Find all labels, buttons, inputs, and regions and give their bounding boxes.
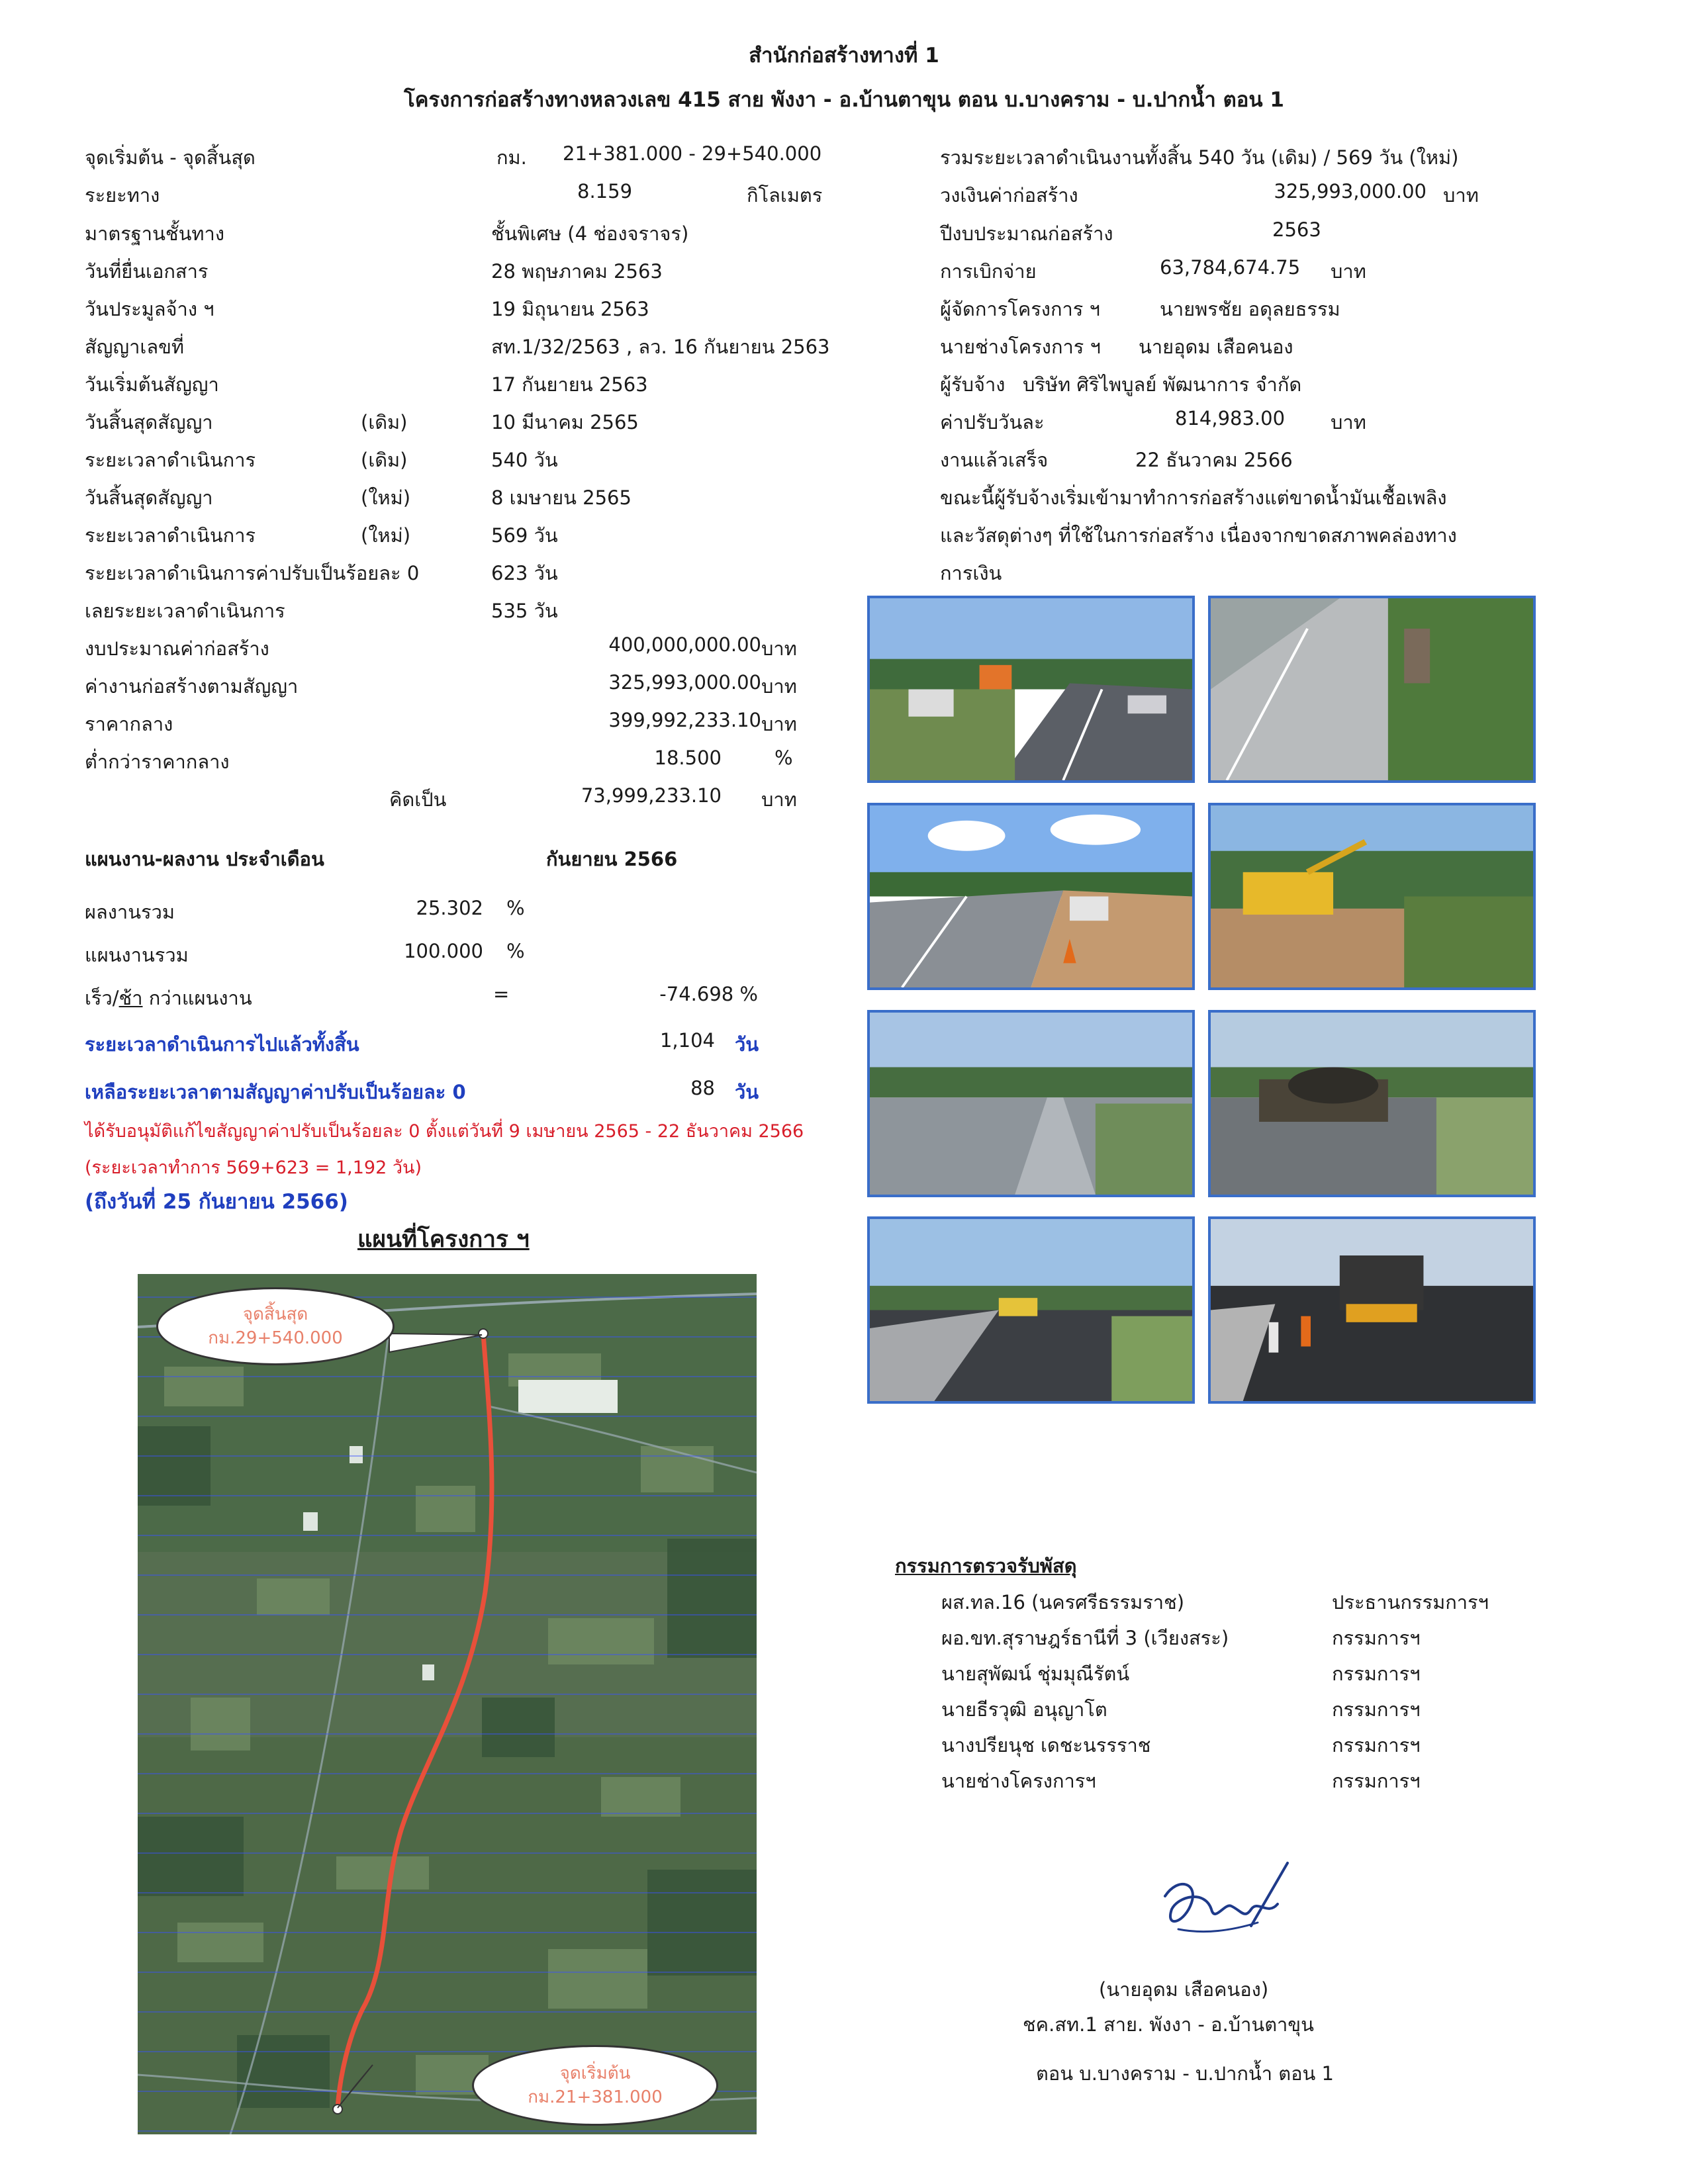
plan-month: กันยายน 2566 — [546, 848, 678, 870]
committee-member-name: นายธีรวุฒิ อนุญาโต — [941, 1698, 1107, 1721]
remaining-label: เหลือระยะเวลาตามสัญญาค่าปรับเป็นร้อยละ 0 — [85, 1081, 466, 1103]
fiscal-year-label: ปีงบประมาณก่อสร้าง — [940, 222, 1113, 245]
signer-title: ชค.สท.1 สาย. พังงา - อ.บ้านตาขุน — [1023, 2013, 1314, 2036]
completion-value: 22 ธันวาคม 2566 — [1135, 449, 1293, 471]
site-photo — [867, 1216, 1195, 1404]
speed-label-slow: ช้า — [118, 987, 143, 1009]
total-duration: รวมระยะเวลาดำเนินงานทั้งสิ้น 540 วัน (เดิม) / 569 วัน (ใหม่) — [940, 146, 1459, 169]
map-satellite — [138, 1274, 757, 2134]
total-plan-value: 100.000 — [404, 940, 483, 962]
total-result-value: 25.302 — [416, 897, 483, 919]
duration-zero-fine-label: ระยะเวลาดำเนินการค่าปรับเป็นร้อยละ 0 — [85, 562, 420, 584]
elapsed-value: 1,104 — [659, 1029, 715, 1052]
start-point-label: จุดเริ่มต้น — [559, 2064, 631, 2083]
budget-limit-unit: บาท — [1443, 184, 1479, 206]
budget-value: 400,000,000.00 — [608, 633, 761, 656]
median-price-label: ราคากลาง — [85, 713, 173, 735]
contract-end-new-label: วันสิ้นสุดสัญญา — [85, 486, 213, 509]
approval-note: ได้รับอนุมัติแก้ไขสัญญาค่าปรับเป็นร้อยละ 0 ตั้งแต่วันที่ 9 เมษายน 2565 - 22 ธันวาคม 2566 — [85, 1121, 804, 1142]
budget-label: งบประมาณค่าก่อสร้าง — [85, 637, 269, 660]
speed-label-fast: เร็ว/ — [85, 987, 119, 1009]
as-of-date: (ถึงวันที่ 25 กันยายน 2566) — [85, 1190, 348, 1214]
standard-value: ชั้นพิเศษ (4 ช่องจราจร) — [491, 222, 689, 245]
contract-start-value: 17 กันยายน 2563 — [491, 373, 648, 396]
bid-date-label: วันประมูลจ้าง ฯ — [85, 298, 214, 320]
bid-date-value: 19 มิถุนายน 2563 — [491, 298, 649, 320]
committee-member-role: กรรมการฯ — [1332, 1627, 1421, 1649]
map-title: แผนที่โครงการ ฯ — [357, 1226, 530, 1253]
contract-end-old-label: วันสิ้นสุดสัญญา — [85, 411, 213, 433]
overdue-label: เลยระยะเวลาดำเนินการ — [85, 600, 285, 622]
submit-date-value: 28 พฤษภาคม 2563 — [491, 260, 663, 283]
contract-price-value: 325,993,000.00 — [608, 671, 761, 694]
total-result-label: ผลงานรวม — [85, 901, 175, 923]
end-point-km: กม.29+540.000 — [208, 1328, 343, 1348]
committee-member-role: กรรมการฯ — [1332, 1698, 1421, 1721]
route-start-marker — [333, 2105, 342, 2114]
committee-member-name: นายช่างโครงการฯ — [941, 1770, 1096, 1792]
duration-new-value: 569 วัน — [491, 524, 558, 547]
distance-label: ระยะทาง — [85, 184, 160, 206]
start-point-callout — [472, 2045, 718, 2126]
contract-no-value: สท.1/32/2563 , ลว. 16 กันยายน 2563 — [491, 336, 830, 358]
start-end-unit: กม. — [496, 146, 527, 169]
budget-unit: บาท — [761, 637, 797, 660]
manager-label: ผู้จัดการโครงการ ฯ — [940, 298, 1100, 320]
engineer-label: นายช่างโครงการ ฯ — [940, 336, 1101, 358]
site-photo — [1208, 596, 1536, 783]
contractor-label: ผู้รับจ้าง — [940, 373, 1006, 396]
committee-member-role: ประธานกรรมการฯ — [1332, 1591, 1489, 1614]
duration-new-label: ระยะเวลาดำเนินการ — [85, 524, 256, 547]
disbursed-label: การเบิกจ่าย — [940, 260, 1037, 283]
route-end-marker — [479, 1329, 488, 1338]
site-photo — [867, 1010, 1195, 1197]
remaining-value: 88 — [690, 1077, 715, 1099]
project-title: โครงการก่อสร้างทางหลวงเลข 415 สาย พังงา - อ.บ้านตาขุน ตอน บ.บางคราม - บ.ปากน้ำ ตอน 1 — [404, 88, 1284, 112]
status-line-3: การเงิน — [940, 562, 1002, 584]
site-photo — [1208, 1010, 1536, 1197]
duration-old-value: 540 วัน — [491, 449, 558, 471]
handwritten-signature — [1152, 1856, 1297, 1956]
duration-old-tag: (เดิม) — [361, 449, 408, 471]
speed-value: -74.698 % — [659, 983, 758, 1005]
office-title: สำนักก่อสร้างทางที่ 1 — [749, 44, 939, 68]
site-photo — [867, 803, 1195, 990]
contract-end-old-value: 10 มีนาคม 2565 — [491, 411, 639, 433]
duration-old-label: ระยะเวลาดำเนินการ — [85, 449, 256, 471]
below-median-label: ต่ำกว่าราคากลาง — [85, 751, 230, 773]
daily-fine-value: 814,983.00 — [1175, 407, 1286, 430]
committee-title: กรรมการตรวจรับพัสดุ — [895, 1555, 1077, 1577]
completion-label: งานแล้วเสร็จ — [940, 449, 1049, 471]
contract-price-unit: บาท — [761, 675, 797, 698]
site-photo — [1208, 1216, 1536, 1404]
budget-limit-label: วงเงินค่าก่อสร้าง — [940, 184, 1078, 206]
contract-end-new-value: 8 เมษายน 2565 — [491, 486, 632, 509]
overdue-value: 535 วัน — [491, 600, 558, 622]
contract-no-label: สัญญาเลขที่ — [85, 336, 185, 358]
contract-price-label: ค่างานก่อสร้างตามสัญญา — [85, 675, 299, 698]
disbursed-value: 63,784,674.75 — [1160, 256, 1301, 279]
committee-member-role: กรรมการฯ — [1332, 1734, 1421, 1756]
signer-name: (นายอุดม เสือคนอง) — [1099, 1978, 1269, 2001]
site-photo — [1208, 803, 1536, 990]
median-price-unit: บาท — [761, 713, 797, 735]
standard-label: มาตรฐานชั้นทาง — [85, 222, 224, 245]
committee-member-name: นายสุพัฒน์ ชุ่มมุณีรัตน์ — [941, 1662, 1130, 1685]
signer-section: ตอน บ.บางคราม - บ.ปากน้ำ ตอน 1 — [1036, 2062, 1334, 2085]
contractor-value: บริษัท ศิริไพบูลย์ พัฒนาการ จำกัด — [1023, 373, 1302, 396]
committee-member-name: ผส.ทล.16 (นครศรีธรรมราช) — [941, 1591, 1185, 1614]
committee-member-role: กรรมการฯ — [1332, 1662, 1421, 1685]
contract-start-label: วันเริ่มต้นสัญญา — [85, 373, 219, 396]
committee-member-role: กรรมการฯ — [1332, 1770, 1421, 1792]
submit-date-label: วันที่ยื่นเอกสาร — [85, 260, 209, 283]
equals-unit: บาท — [761, 788, 797, 811]
speed-equals: = — [493, 983, 510, 1005]
daily-fine-unit: บาท — [1331, 411, 1366, 433]
daily-fine-label: ค่าปรับวันละ — [940, 411, 1045, 433]
elapsed-label: ระยะเวลาดำเนินการไปแล้วทั้งสิ้น — [85, 1033, 359, 1056]
speed-label-suffix: กว่าแผนงาน — [142, 987, 252, 1009]
equals-label: คิดเป็น — [389, 788, 447, 811]
fiscal-year-value: 2563 — [1272, 218, 1321, 241]
end-point-callout — [156, 1287, 395, 1365]
contract-end-old-tag: (เดิม) — [361, 411, 408, 433]
duration-new-tag: (ใหม่) — [361, 524, 411, 547]
total-plan-label: แผนงานรวม — [85, 944, 189, 966]
contract-end-new-tag: (ใหม่) — [361, 486, 411, 509]
end-point-label: จุดสิ้นสุด — [242, 1304, 308, 1324]
site-photo — [867, 596, 1195, 783]
disbursed-unit: บาท — [1331, 260, 1366, 283]
distance-value: 8.159 — [577, 180, 633, 203]
equals-value: 73,999,233.10 — [581, 784, 722, 807]
status-line-2: และวัสดุต่างๆ ที่ใช้ในการก่อสร้าง เนื่องจากขาดสภาพคล่องทาง — [940, 524, 1457, 547]
status-line-1: ขณะนี้ผู้รับจ้างเริ่มเข้ามาทำการก่อสร้างแต่ขาดน้ำมันเชื้อเพลิง — [940, 486, 1447, 509]
below-median-value: 18.500 — [654, 747, 722, 769]
total-result-unit: % — [506, 897, 525, 919]
committee-member-name: นางปรียนุช เดชะนรรราช — [941, 1734, 1151, 1756]
duration-zero-fine-value: 623 วัน — [491, 562, 558, 584]
remaining-unit: วัน — [735, 1081, 759, 1103]
committee-member-name: ผอ.ขท.สุราษฎร์ธานีที่ 3 (เวียงสระ) — [941, 1627, 1229, 1649]
project-map — [138, 1274, 757, 2134]
start-end-label: จุดเริ่มต้น - จุดสิ้นสุด — [85, 146, 256, 169]
below-median-unit: % — [774, 747, 793, 769]
plan-title: แผนงาน-ผลงาน ประจำเดือน — [85, 848, 324, 870]
manager-value: นายพรชัย อดุลยธรรม — [1160, 298, 1340, 320]
total-plan-unit: % — [506, 940, 525, 962]
engineer-value: นายอุดม เสือคนอง — [1139, 336, 1293, 358]
budget-limit-value: 325,993,000.00 — [1274, 180, 1427, 203]
start-point-km: กม.21+381.000 — [528, 2087, 663, 2107]
median-price-value: 399,992,233.10 — [608, 709, 761, 731]
working-period-note: (ระยะเวลาทำการ 569+623 = 1,192 วัน) — [85, 1158, 422, 1178]
start-end-value: 21+381.000 - 29+540.000 — [563, 142, 822, 165]
speed-label — [85, 983, 252, 1013]
distance-unit: กิโลเมตร — [747, 184, 823, 206]
elapsed-unit: วัน — [735, 1033, 759, 1056]
